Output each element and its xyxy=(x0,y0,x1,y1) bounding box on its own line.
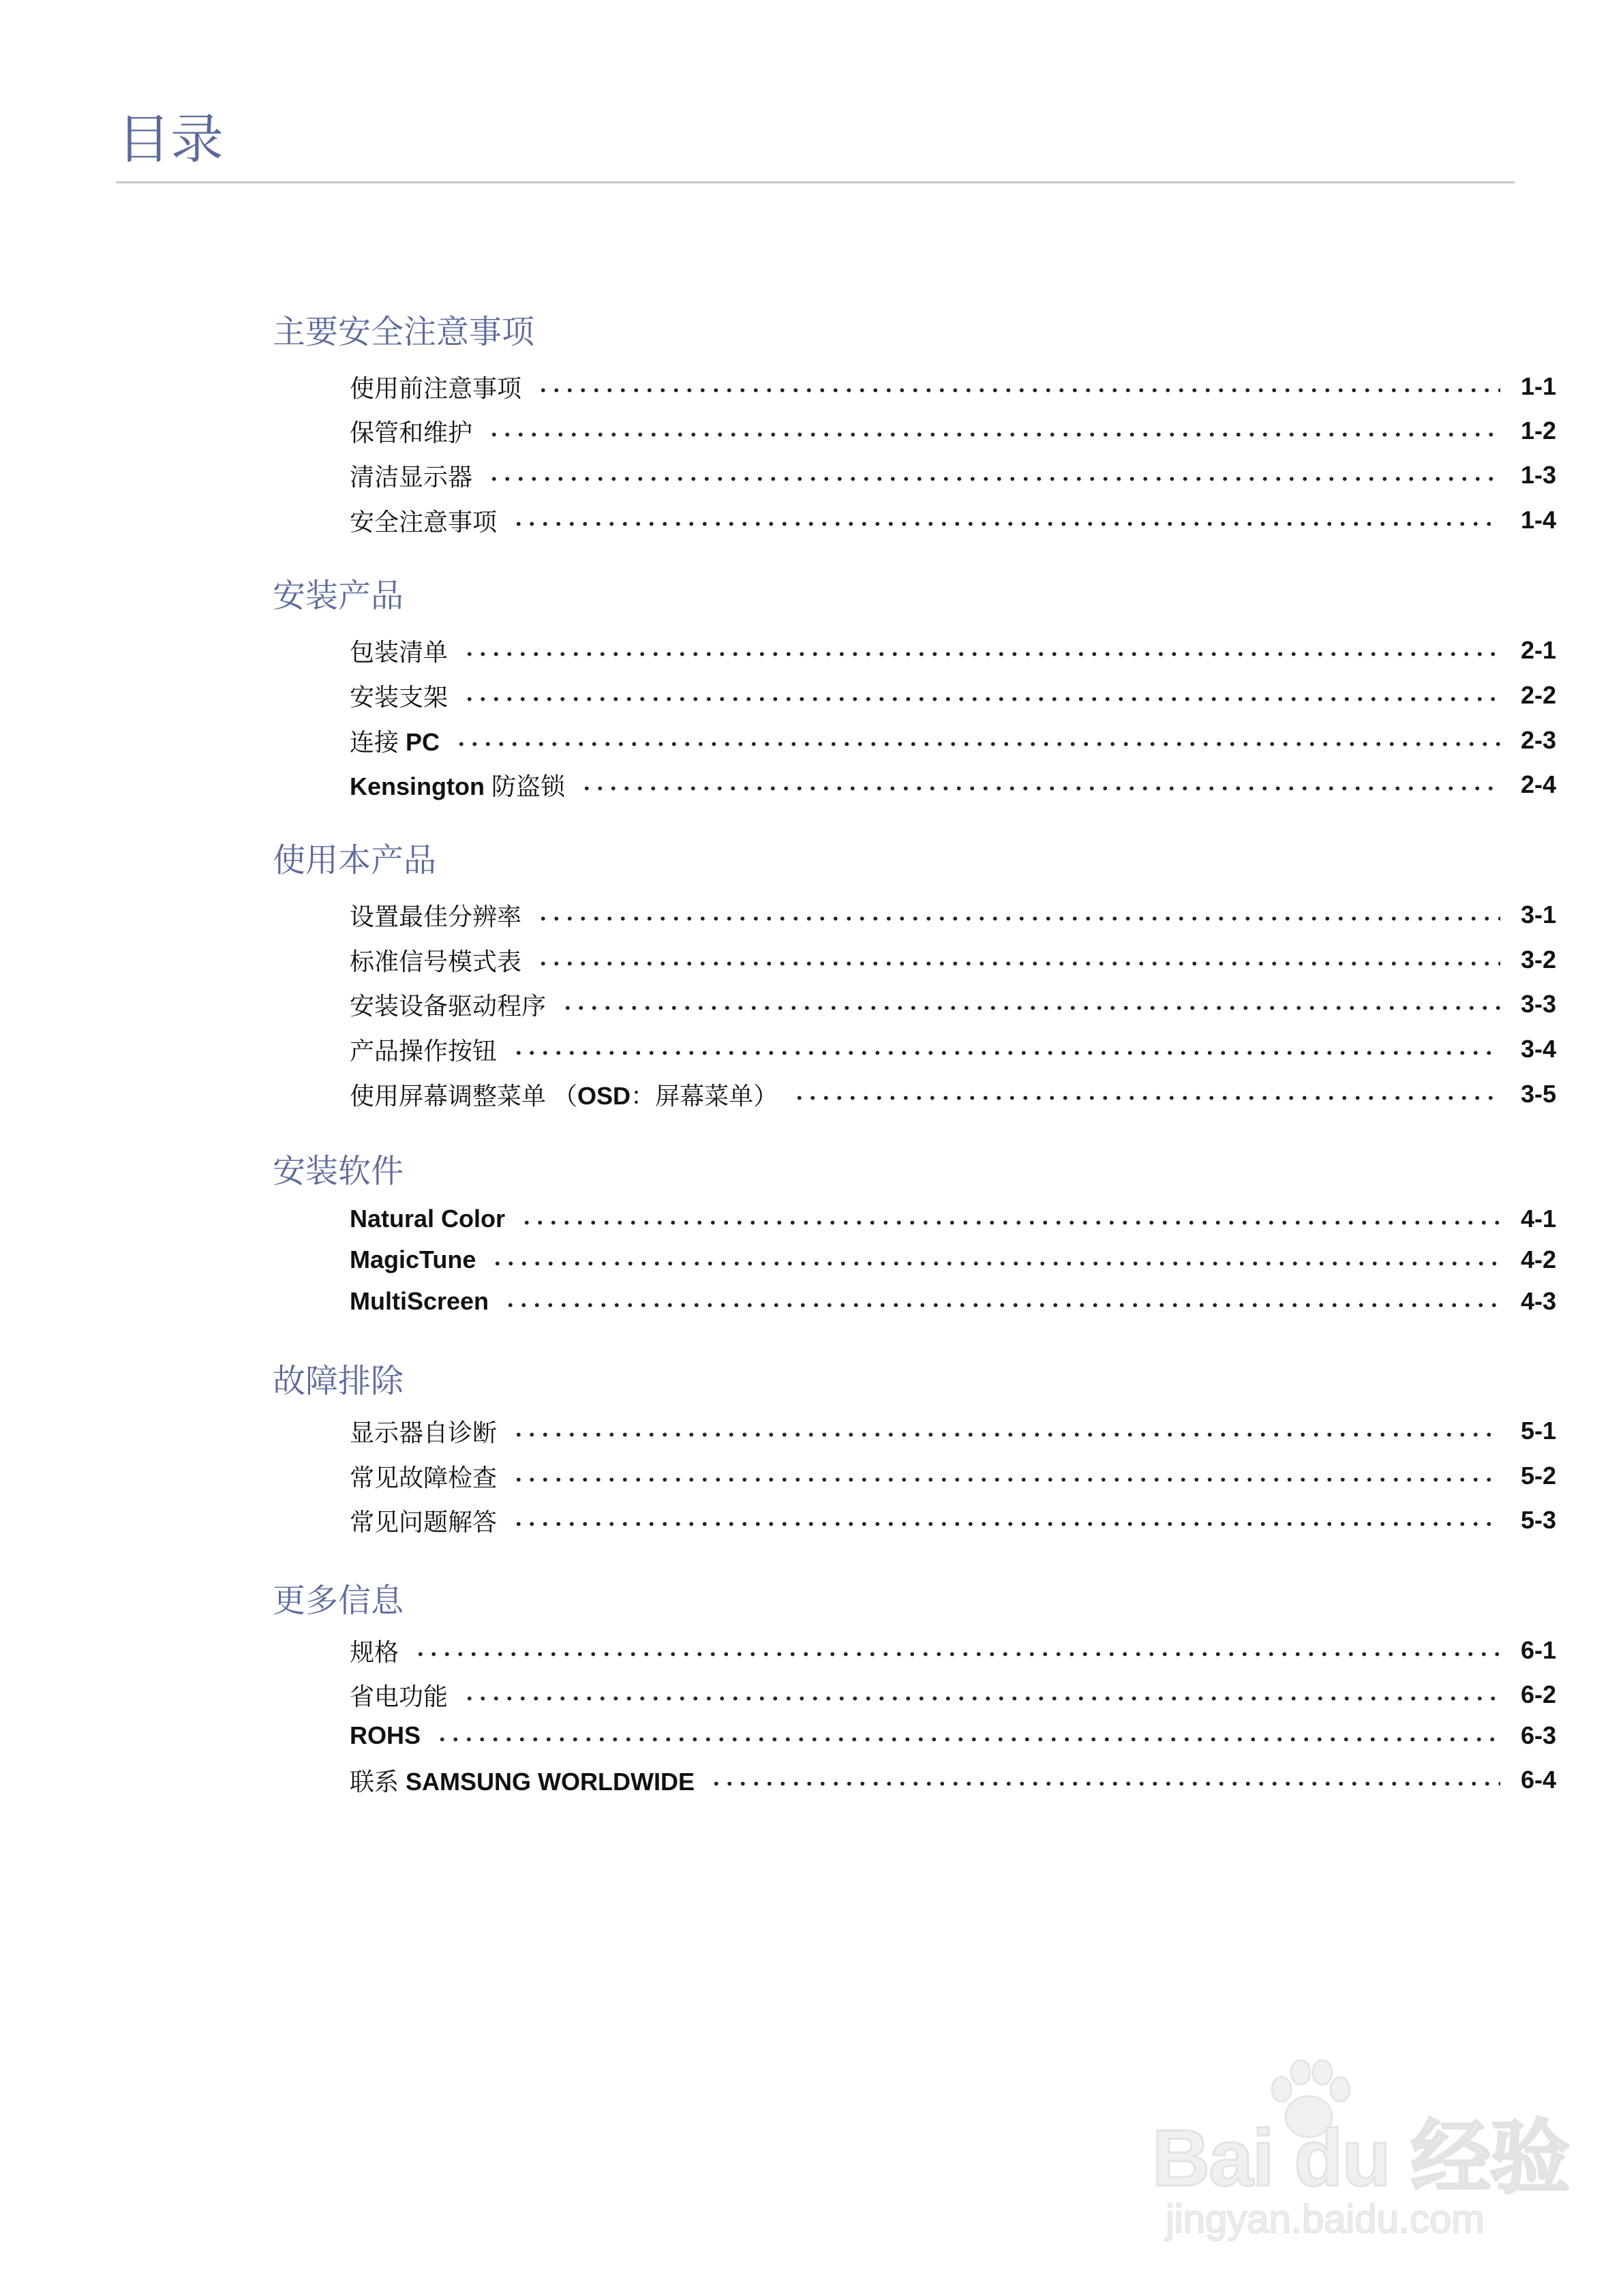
dot-leader xyxy=(520,1205,1500,1233)
entry-page-number: 4-3 xyxy=(1520,1287,1556,1315)
toc-entry[interactable] xyxy=(350,1500,1556,1541)
dot-leader xyxy=(491,1246,1500,1273)
section-title: 安装软件 xyxy=(273,1152,404,1190)
entry-label: 包装清单 xyxy=(350,638,449,667)
entry-label: Kensington 防盗锁 xyxy=(350,772,565,801)
toc-entry[interactable] xyxy=(350,1281,1556,1322)
toc-entry[interactable] xyxy=(350,939,1556,980)
entry-page-number: 5-3 xyxy=(1520,1506,1556,1534)
baidu-watermark xyxy=(1152,2052,1569,2256)
entry-label: 连接 PC xyxy=(350,727,440,757)
toc-entry[interactable] xyxy=(350,1674,1556,1715)
dot-leader xyxy=(536,946,1500,973)
dot-leader xyxy=(536,901,1500,928)
entry-label: 显示器自诊断 xyxy=(350,1419,498,1447)
entry-label: MultiScreen xyxy=(350,1287,489,1315)
entry-label: ROHS xyxy=(350,1721,421,1749)
dot-leader xyxy=(793,1081,1500,1108)
dot-leader xyxy=(512,1036,1500,1063)
entry-page-number: 1-3 xyxy=(1520,461,1556,489)
entry-label: 规格 xyxy=(350,1638,399,1667)
entry-label: 联系 SAMSUNG WORLDWIDE xyxy=(350,1767,695,1796)
entry-page-number: 5-1 xyxy=(1520,1417,1556,1445)
section-title: 使用本产品 xyxy=(273,841,437,879)
section-title: 更多信息 xyxy=(273,1582,404,1620)
entry-page-number: 6-3 xyxy=(1520,1721,1556,1749)
toc-entry[interactable] xyxy=(350,764,1556,805)
entry-label: 设置最佳分辨率 xyxy=(350,903,522,931)
entry-page-number: 3-3 xyxy=(1520,990,1556,1018)
entry-label: 安装支架 xyxy=(350,683,449,712)
toc-entry[interactable] xyxy=(350,1759,1556,1800)
dot-leader xyxy=(414,1637,1500,1664)
entry-page-number: 5-2 xyxy=(1520,1462,1556,1490)
section-title: 故障排除 xyxy=(273,1362,404,1400)
entry-label: 清洁显示器 xyxy=(350,463,473,492)
entry-label: 常见问题解答 xyxy=(350,1508,498,1537)
toc-entry[interactable] xyxy=(350,410,1556,451)
dot-leader xyxy=(710,1766,1500,1794)
entry-label: 安装设备驱动程序 xyxy=(350,992,547,1021)
toc-entry[interactable] xyxy=(350,630,1556,671)
dot-leader xyxy=(436,1722,1500,1749)
entry-page-number: 3-4 xyxy=(1520,1035,1556,1063)
toc-entry[interactable] xyxy=(350,720,1556,761)
entry-page-number: 6-2 xyxy=(1520,1680,1556,1708)
entry-page-number: 4-1 xyxy=(1520,1205,1556,1233)
dot-leader xyxy=(512,1417,1500,1445)
entry-page-number: 3-2 xyxy=(1520,946,1556,973)
dot-leader xyxy=(463,682,1500,709)
entry-page-number: 2-4 xyxy=(1520,770,1556,798)
entry-label: 常见故障检查 xyxy=(350,1464,498,1492)
dot-leader xyxy=(512,507,1500,534)
toc-entry[interactable] xyxy=(350,1455,1556,1496)
entry-page-number: 2-1 xyxy=(1520,636,1556,664)
watermark-url: jingyan.baidu.com xyxy=(1166,2197,1485,2241)
dot-leader xyxy=(487,462,1500,489)
entry-page-number: 1-2 xyxy=(1520,417,1556,444)
dot-leader xyxy=(536,373,1500,400)
entry-label: 标准信号模式表 xyxy=(350,948,522,976)
toc-entry[interactable] xyxy=(350,1029,1556,1070)
toc-entry[interactable] xyxy=(350,1410,1556,1451)
entry-page-number: 6-4 xyxy=(1520,1766,1556,1794)
entry-page-number: 2-3 xyxy=(1520,726,1556,754)
entry-page-number: 3-5 xyxy=(1520,1080,1556,1108)
toc-entry[interactable] xyxy=(350,455,1556,496)
entry-label: 保管和维护 xyxy=(350,419,473,447)
toc-entry[interactable] xyxy=(350,366,1556,407)
section-title: 主要安全注意事项 xyxy=(273,313,535,351)
section-title: 安装产品 xyxy=(273,577,404,615)
entry-label: 使用前注意事项 xyxy=(350,374,522,403)
dot-leader xyxy=(580,771,1500,798)
dot-leader xyxy=(512,1462,1500,1490)
toc-entry[interactable] xyxy=(350,984,1556,1025)
toc-entry[interactable] xyxy=(350,1630,1556,1671)
toc-entry[interactable] xyxy=(350,1239,1556,1280)
dot-leader xyxy=(487,417,1500,444)
toc-entry[interactable] xyxy=(350,1198,1556,1239)
entry-page-number: 2-2 xyxy=(1520,681,1556,709)
page-title: 目录 xyxy=(117,109,224,170)
watermark-logo-text: Bai du 经验 xyxy=(1152,2113,1569,2203)
entry-page-number: 1-1 xyxy=(1520,372,1556,400)
dot-leader xyxy=(561,991,1500,1018)
entry-label: MagicTune xyxy=(350,1245,476,1273)
entry-label: 安全注意事项 xyxy=(350,508,498,537)
toc-entry[interactable] xyxy=(350,1715,1556,1756)
entry-page-number: 3-1 xyxy=(1520,901,1556,928)
entry-page-number: 4-2 xyxy=(1520,1245,1556,1273)
entry-page-number: 6-1 xyxy=(1520,1636,1556,1664)
toc-entry[interactable] xyxy=(350,500,1556,541)
entry-label: 使用屏幕调整菜单 （OSD：屏幕菜单） xyxy=(350,1081,778,1111)
toc-entry[interactable] xyxy=(350,894,1556,935)
dot-leader xyxy=(455,727,1500,754)
dot-leader xyxy=(463,637,1500,664)
toc-entry[interactable] xyxy=(350,675,1556,716)
dot-leader xyxy=(504,1288,1500,1315)
entry-label: Natural Color xyxy=(350,1205,506,1233)
entry-label: 省电功能 xyxy=(350,1682,449,1711)
entry-label: 产品操作按钮 xyxy=(350,1037,498,1066)
toc-entry[interactable] xyxy=(350,1074,1556,1115)
dot-leader xyxy=(512,1507,1500,1534)
entry-page-number: 1-4 xyxy=(1520,506,1556,534)
dot-leader xyxy=(463,1681,1500,1708)
